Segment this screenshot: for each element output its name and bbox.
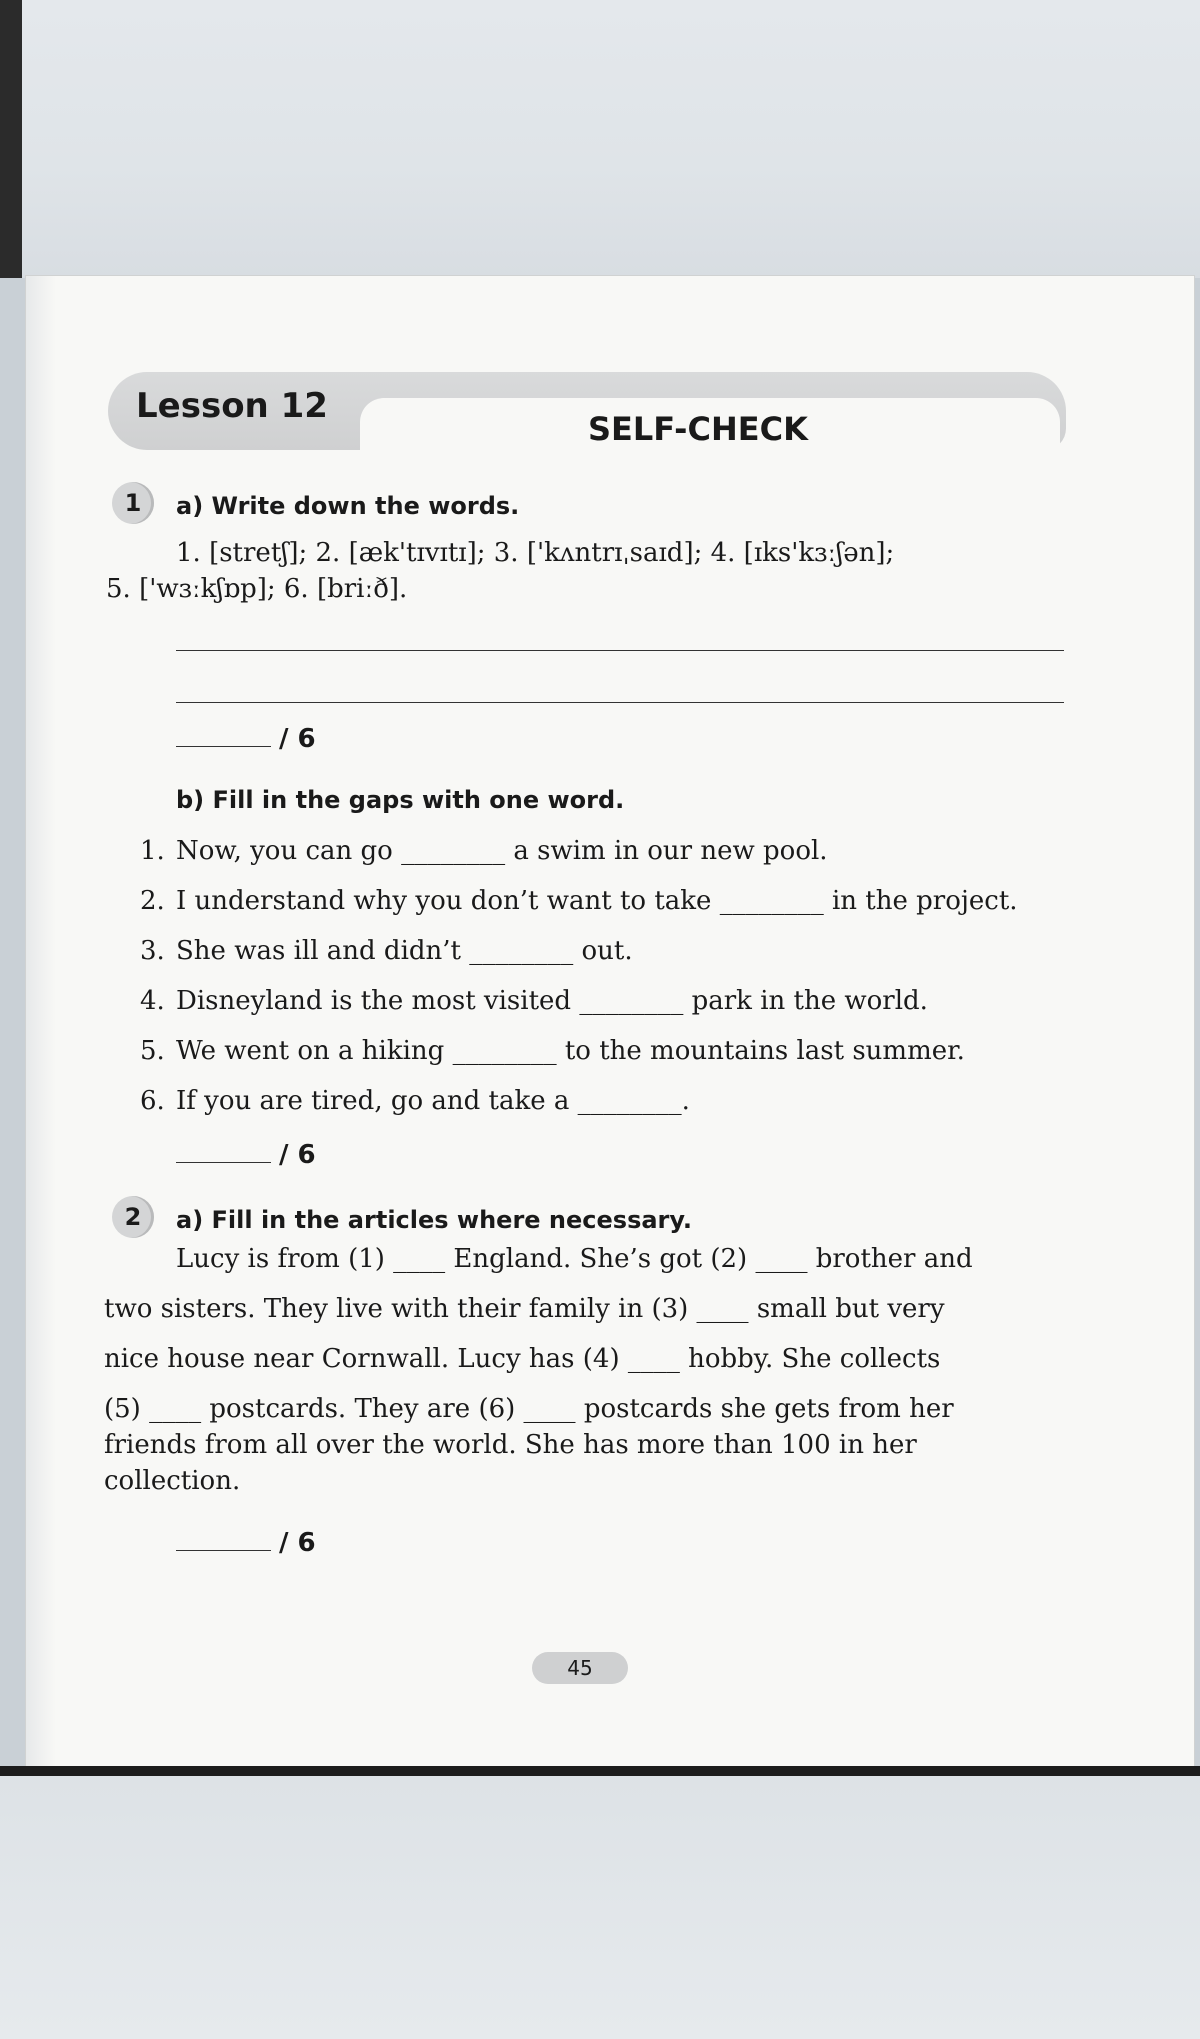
- transcription-line-2: 5. ['wɜːkʃɒp]; 6. [briːð].: [106, 574, 408, 604]
- scan-background-bottom: [0, 1770, 1200, 2039]
- paragraph-line: nice house near Cornwall. Lucy has (4) ____ hobby. She collects: [104, 1344, 941, 1374]
- list-item: [140, 986, 1090, 1036]
- exercise-1-number: 1: [112, 482, 154, 524]
- scan-dark-edge: [0, 0, 22, 278]
- item-text: Disneyland is the most visited ________ park in the world.: [176, 986, 928, 1016]
- item-number: 3.: [140, 936, 165, 966]
- item-number: 2.: [140, 886, 165, 916]
- page-number: 45: [532, 1652, 628, 1684]
- score-blank[interactable]: [176, 1162, 271, 1163]
- exercise-2-number: 2: [112, 1196, 154, 1238]
- score-blank[interactable]: [176, 1550, 271, 1551]
- paragraph-line: (5) ____ postcards. They are (6) ____ postcards she gets from her: [104, 1394, 954, 1424]
- transcription-line-1: 1. [stretʃ]; 2. [æk'tɪvɪtɪ]; 3. ['kʌntrɪˌsaɪd]; 4. [ɪks'kɜːʃən];: [176, 538, 895, 568]
- item-number: 1.: [140, 836, 165, 866]
- score-total: / 6: [279, 1140, 316, 1170]
- item-text: If you are tired, go and take a ________.: [176, 1086, 690, 1116]
- item-number: 6.: [140, 1086, 165, 1116]
- paragraph-line: collection.: [104, 1466, 241, 1496]
- item-number: 5.: [140, 1036, 165, 1066]
- exercise-1b-instruction: b) Fill in the gaps with one word.: [176, 786, 625, 814]
- answer-line-2[interactable]: [176, 702, 1064, 703]
- score-total: / 6: [279, 724, 316, 754]
- list-item: [140, 836, 1090, 886]
- lesson-label: Lesson 12: [136, 386, 328, 426]
- score-total: / 6: [279, 1528, 316, 1558]
- exercise-1a-instruction: a) Write down the words.: [176, 492, 520, 520]
- item-number: 4.: [140, 986, 165, 1016]
- list-item: [140, 1086, 1090, 1136]
- exercise-2a-instruction: a) Fill in the articles where necessary.: [176, 1206, 692, 1234]
- list-item: [140, 936, 1090, 986]
- page-title: SELF-CHECK: [588, 410, 808, 448]
- exercise-1b-score: [176, 1140, 316, 1170]
- score-blank[interactable]: [176, 746, 271, 747]
- answer-line-1[interactable]: [176, 650, 1064, 651]
- page-fold-shadow: [26, 276, 56, 1770]
- list-item: [140, 886, 1090, 936]
- item-text: She was ill and didn’t ________ out.: [176, 936, 633, 966]
- exercise-1a-score: [176, 724, 316, 754]
- item-text: Now, you can go ________ a swim in our new pool.: [176, 836, 828, 866]
- page-bottom-edge: [0, 1766, 1200, 1776]
- item-text: We went on a hiking ________ to the mountains last summer.: [176, 1036, 965, 1066]
- gap-fill-list: [140, 836, 1090, 1136]
- scan-background-top: [0, 0, 1200, 278]
- list-item: [140, 1036, 1090, 1086]
- exercise-2a-score: [176, 1528, 316, 1558]
- articles-paragraph: [104, 1244, 1064, 1502]
- paragraph-line: friends from all over the world. She has more than 100 in her: [104, 1430, 917, 1460]
- item-text: I understand why you don’t want to take ________ in the project.: [176, 886, 1018, 916]
- paragraph-line: Lucy is from (1) ____ England. She’s got (2) ____ brother and: [176, 1244, 973, 1274]
- paragraph-line: two sisters. They live with their family in (3) ____ small but very: [104, 1294, 945, 1324]
